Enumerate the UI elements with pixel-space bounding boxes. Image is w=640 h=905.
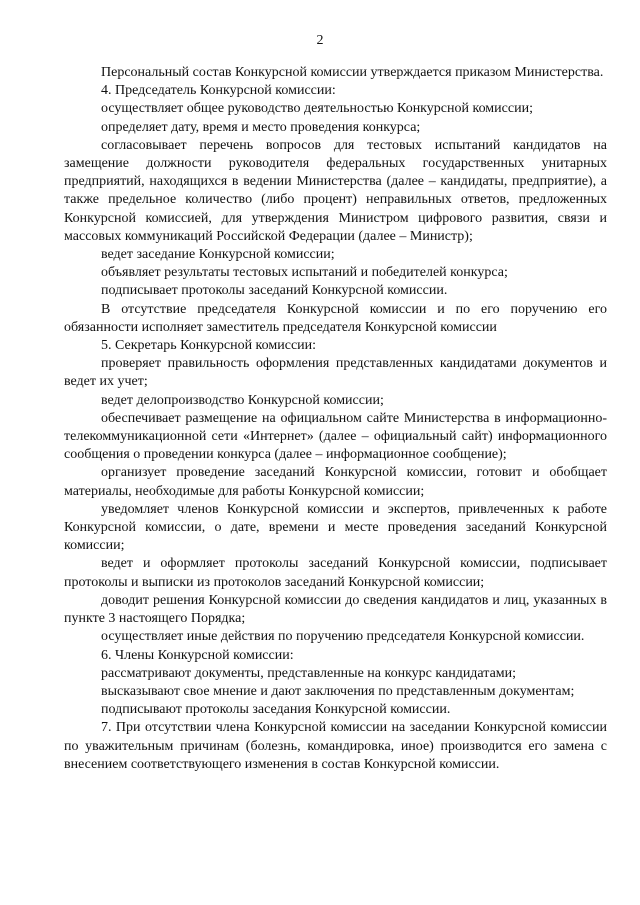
paragraph: рассматривают документы, представленные на конкурс кандидатами; bbox=[101, 665, 517, 681]
paragraph: доводит решения Конкурсной комиссии до сведения кандидатов и лиц, указанных в пункте 3 настоящего Порядка; bbox=[64, 592, 607, 627]
document-body bbox=[64, 64, 607, 774]
paragraph: уведомляет членов Конкурсной комиссии и экспертов, привлеченных к работе Конкурсной комиссии, о дате, времени и месте проведения заседаний Конкурсной комиссии; bbox=[64, 501, 607, 554]
paragraph: ведет заседание Конкурсной комиссии; bbox=[101, 247, 335, 263]
paragraph: обеспечивает размещение на официальном сайте Министерства в информационно-телекоммуникационной сети «Интернет» (далее – официальный сайт) информационного сообщения о проведении конкурса (далее – информационное сообщение); bbox=[64, 410, 607, 463]
paragraph: 4. Председатель Конкурсной комиссии: bbox=[101, 83, 336, 99]
page-number: 2 bbox=[316, 33, 324, 48]
paragraph: определяет дату, время и место проведения конкурса; bbox=[101, 119, 421, 135]
paragraph: ведет и оформляет протоколы заседаний Конкурсной комиссии, подписывает протоколы и выписки из протоколов заседаний Конкурсной комиссии; bbox=[64, 556, 607, 590]
paragraph: ведет делопроизводство Конкурсной комиссии; bbox=[101, 392, 384, 408]
paragraph: проверяет правильность оформления представленных кандидатами документов и ведет их учет; bbox=[64, 356, 607, 390]
paragraph: В отсутствие председателя Конкурсной комиссии и по его поручению его обязанности исполняет заместитель председателя Конкурсной комиссии bbox=[64, 301, 607, 335]
paragraph: осуществляет иные действия по поручению председателя Конкурсной комиссии. bbox=[101, 629, 585, 645]
paragraph: осуществляет общее руководство деятельностью Конкурсной комиссии; bbox=[101, 101, 533, 117]
paragraph: 5. Секретарь Конкурсной комиссии: bbox=[101, 338, 317, 354]
paragraph: 6. Члены Конкурсной комиссии: bbox=[101, 647, 294, 663]
paragraph: 7. При отсутствии члена Конкурсной комиссии на заседании Конкурсной комиссии по уважительным причинам (болезнь, командировка, иное) производится его замена с внесением соответствующего изменения в состав Конкурсной комиссии. bbox=[64, 720, 607, 772]
paragraph: объявляет результаты тестовых испытаний и победителей конкурса; bbox=[101, 265, 508, 281]
paragraph: подписывает протоколы заседаний Конкурсной комиссии. bbox=[101, 283, 448, 299]
paragraph: подписывают протоколы заседания Конкурсной комиссии. bbox=[101, 702, 451, 718]
paragraph: организует проведение заседаний Конкурсной комиссии, готовит и обобщает материалы, необходимые для работы Конкурсной комиссии; bbox=[64, 465, 607, 499]
paragraph: согласовывает перечень вопросов для тестовых испытаний кандидатов на замещение должности руководителя федеральных государственных унитарных предприятий, находящихся в ведении Министерства (далее – кандидаты, предприятие), а также предельное количество (либо процент) неправильных ответов, предложенных Конкурсной комиссией, для утверждения Министром цифрового развития, связи и массовых коммуникаций Российской Федерации (далее – Министр); bbox=[64, 137, 607, 244]
paragraph: высказывают свое мнение и дают заключения по представленным документам; bbox=[101, 683, 575, 699]
paragraph: Персональный состав Конкурсной комиссии утверждается приказом Министерства. bbox=[101, 65, 604, 80]
